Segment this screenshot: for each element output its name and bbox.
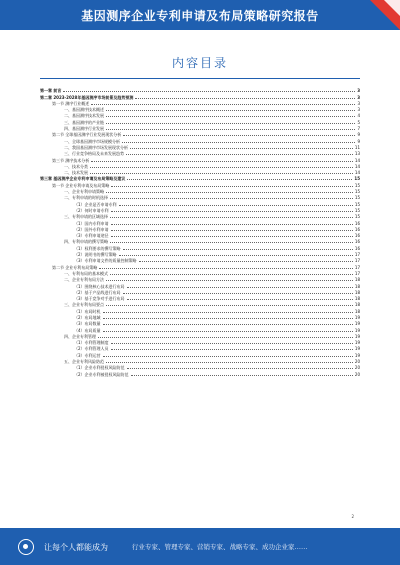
toc-entry-page: 15 xyxy=(354,189,360,195)
toc-leader-dots xyxy=(90,173,353,174)
toc-entry-title: 三、行业竞争格局及未来发展趋势 xyxy=(64,151,124,157)
toc-leader-dots xyxy=(127,299,353,300)
toc-leader-dots xyxy=(135,98,355,99)
toc-entry-page: 15 xyxy=(354,195,360,201)
toc-entry-page: 16 xyxy=(354,239,360,245)
toc-leader-dots xyxy=(111,224,353,225)
toc-leader-dots xyxy=(123,135,355,136)
logo-icon xyxy=(18,539,34,555)
toc-entry-page: 19 xyxy=(354,340,360,346)
toc-leader-dots xyxy=(130,148,353,149)
toc-entry-page: 15 xyxy=(354,176,360,182)
toc-entry-page: 7 xyxy=(357,126,360,132)
toc-entry-title: 第二章 2023-2028年基因测序市场前景及趋势预测 xyxy=(40,94,134,100)
toc-entry-title: （1）企业是否申请专利 xyxy=(74,201,117,207)
toc-entry-page: 19 xyxy=(354,321,360,327)
toc-entry-title: 二、技术发展 xyxy=(64,170,88,176)
toc-leader-dots xyxy=(139,261,353,262)
toc-divider xyxy=(40,78,360,79)
toc-entry-title: 一、全球基因测序市场规模分析 xyxy=(64,138,120,144)
toc-entry-page: 17 xyxy=(354,270,360,276)
toc-entry-page: 16 xyxy=(354,226,360,232)
toc-leader-dots xyxy=(131,375,353,376)
toc-leader-dots xyxy=(106,305,353,306)
toc-leader-dots xyxy=(126,154,353,155)
toc-entry-title: 三、专利申请的区域选择 xyxy=(64,214,108,220)
toc-leader-dots xyxy=(106,110,355,111)
toc-entry-title: 四、专利申请的撰写策略 xyxy=(64,239,108,245)
header-bar xyxy=(0,0,400,30)
toc-entry-title: （4）布局质量 xyxy=(74,327,101,333)
toc-entry-page: 18 xyxy=(354,283,360,289)
toc-leader-dots xyxy=(106,129,355,130)
toc-entry-title: 三、基因测序的产业链 xyxy=(64,119,104,125)
toc-entry-title: （1）布局时机 xyxy=(74,308,101,314)
toc-entry-page: 20 xyxy=(354,371,360,377)
toc-entry-page: 15 xyxy=(354,201,360,207)
toc-entry-page: 18 xyxy=(354,296,360,302)
toc-entry-page: 15 xyxy=(354,207,360,213)
toc-leader-dots xyxy=(111,211,353,212)
toc-entry-page: 20 xyxy=(354,365,360,371)
toc-entry-title: 五、企业专利风险防范 xyxy=(64,359,104,365)
toc-entry-title: 三、企业专利布局要点 xyxy=(64,302,104,308)
toc-leader-dots xyxy=(103,312,353,313)
toc-entry-title: （3）专利运营 xyxy=(74,352,101,358)
toc-entry-page: 18 xyxy=(354,277,360,283)
toc-entry-title: （1）企业专利侵权风险防范 xyxy=(74,365,125,371)
toc-leader-dots xyxy=(110,217,353,218)
toc-leader-dots xyxy=(103,356,353,357)
toc-leader-dots xyxy=(98,337,353,338)
toc-heading: 内容目录 xyxy=(171,56,228,70)
table-of-contents xyxy=(40,87,360,377)
toc-entry-page: 9 xyxy=(357,132,360,138)
toc-entry-title: （2）基于产品线进行布局 xyxy=(74,289,121,295)
toc-entry-page: 3 xyxy=(357,94,360,100)
toc-leader-dots xyxy=(91,104,355,105)
footer-bar xyxy=(0,528,400,565)
toc-entry-title: 一、企业专利申请策略 xyxy=(64,189,104,195)
toc-entry-title: （2）国外专利申请 xyxy=(74,226,109,232)
toc-leader-dots xyxy=(63,91,355,92)
toc-entry-page: 3 xyxy=(357,100,360,106)
toc-entry-page: 19 xyxy=(354,327,360,333)
toc-entry-page: 16 xyxy=(354,220,360,226)
toc-leader-dots xyxy=(103,318,353,319)
toc-entry-title: （3）专利申请途径 xyxy=(74,233,109,239)
toc-entry-title: 四、企业专利管理 xyxy=(64,333,96,339)
toc-entry-title: 第一章 前言 xyxy=(40,88,62,94)
toc-entry-page: 19 xyxy=(354,352,360,358)
toc-leader-dots xyxy=(106,362,353,363)
toc-entry-page: 13 xyxy=(354,151,360,157)
toc-leader-dots xyxy=(127,287,353,288)
toc-entry-page: 16 xyxy=(354,233,360,239)
toc-entry-title: （3）基于竞争对手进行布局 xyxy=(74,296,125,302)
toc-entry-page: 15 xyxy=(354,214,360,220)
toc-entry-title: 一、专利布局的基本模式 xyxy=(64,270,108,276)
toc-entry-page: 9 xyxy=(357,138,360,144)
toc-leader-dots xyxy=(127,368,353,369)
toc-entry-title: （2）布局地域 xyxy=(74,314,101,320)
toc-entry-title: （3）专利申请文件的质量控制策略 xyxy=(74,258,137,264)
toc-leader-dots xyxy=(103,331,353,332)
footer-slogan: 让每个人都能成为 xyxy=(44,543,108,552)
toc-entry-title: 二、我国基因测序市场发展现状分析 xyxy=(64,144,128,150)
toc-entry-title: （1）专利管理制度 xyxy=(74,340,109,346)
toc-entry-title: （2）企业专利被侵权风险防范 xyxy=(74,371,129,377)
toc-entry-title: （2）专利管理人员 xyxy=(74,346,109,352)
toc-entry-title: 二、专利申请的时机选择 xyxy=(64,195,108,201)
toc-entry-page: 18 xyxy=(354,289,360,295)
toc-leader-dots xyxy=(123,249,353,250)
toc-leader-dots xyxy=(111,236,353,237)
toc-entry[interactable] xyxy=(40,370,360,376)
toc-entry-page: 17 xyxy=(354,258,360,264)
toc-entry-title: （1）围绕核心技术进行布局 xyxy=(74,283,125,289)
toc-leader-dots xyxy=(110,198,353,199)
toc-entry-title: （2）说明书的撰写策略 xyxy=(74,252,117,258)
toc-leader-dots xyxy=(110,242,353,243)
toc-entry-page: 3 xyxy=(357,88,360,94)
toc-leader-dots xyxy=(106,116,355,117)
toc-entry-title: 第一节 企业专利申请及布局策略 xyxy=(52,182,110,188)
toc-leader-dots xyxy=(106,280,353,281)
toc-leader-dots xyxy=(111,343,353,344)
toc-entry-title: 四、基因测序行业发展 xyxy=(64,126,104,132)
toc-entry-title: （2）何时申请专利 xyxy=(74,207,109,213)
page-number: 2 xyxy=(351,514,354,519)
toc-entry-title: 第二节 企业专利布局策略 xyxy=(52,264,98,270)
toc-entry-title: （1）权利要求的撰写策略 xyxy=(74,245,121,251)
toc-leader-dots xyxy=(106,123,355,124)
toc-entry-page: 14 xyxy=(354,170,360,176)
toc-entry-title: 第二节 全球基因测序行业发展现状分析 xyxy=(52,132,122,138)
toc-entry-page: 18 xyxy=(354,308,360,314)
toc-entry-page: 3 xyxy=(357,107,360,113)
toc-leader-dots xyxy=(119,255,353,256)
toc-leader-dots xyxy=(99,268,353,269)
toc-leader-dots xyxy=(90,167,353,168)
toc-entry-page: 20 xyxy=(354,359,360,365)
document-title: 基因测序企业专利申请及布局策略研究报告 xyxy=(81,9,319,23)
toc-leader-dots xyxy=(123,293,353,294)
toc-entry-page: 11 xyxy=(354,144,360,150)
toc-leader-dots xyxy=(119,205,353,206)
toc-entry-page: 5 xyxy=(357,119,360,125)
toc-entry-page: 17 xyxy=(354,252,360,258)
toc-entry-page: 19 xyxy=(354,333,360,339)
toc-entry-title: （3）布局数量 xyxy=(74,321,101,327)
toc-leader-dots xyxy=(127,179,352,180)
toc-leader-dots xyxy=(103,324,353,325)
toc-leader-dots xyxy=(122,142,355,143)
toc-entry-title: 二、企业专利布局方法 xyxy=(64,277,104,283)
toc-leader-dots xyxy=(111,349,353,350)
toc-leader-dots xyxy=(111,186,353,187)
toc-entry-title: 第三节 测序技术分析 xyxy=(52,157,90,163)
toc-entry-title: 第三章 基因测序企业专利申请及布局策略及建议 xyxy=(40,176,126,182)
toc-entry-page: 14 xyxy=(354,157,360,163)
toc-leader-dots xyxy=(111,230,353,231)
toc-leader-dots xyxy=(110,274,353,275)
toc-entry-title: （1）国内专利申请 xyxy=(74,220,109,226)
footer-tagline: 行业专家、管理专家、营销专家、战略专家、成功企业家…… xyxy=(132,543,308,551)
toc-entry-title: 二、基因测序技术发展 xyxy=(64,113,104,119)
toc-entry-page: 19 xyxy=(354,346,360,352)
toc-entry-title: 一、技术分类 xyxy=(64,163,88,169)
toc-entry-title: 一、基因测序技术概述 xyxy=(64,107,104,113)
toc-leader-dots xyxy=(106,192,353,193)
toc-entry-page: 15 xyxy=(354,182,360,188)
toc-entry-title: 第一节 测序行业概述 xyxy=(52,100,90,106)
toc-entry-page: 18 xyxy=(354,302,360,308)
toc-entry-page: 17 xyxy=(354,264,360,270)
toc-entry-page: 4 xyxy=(357,113,360,119)
toc-entry-page: 14 xyxy=(354,163,360,169)
toc-leader-dots xyxy=(91,161,353,162)
toc-entry-page: 19 xyxy=(354,314,360,320)
header-corner-accent xyxy=(384,0,400,16)
toc-entry-page: 16 xyxy=(354,245,360,251)
